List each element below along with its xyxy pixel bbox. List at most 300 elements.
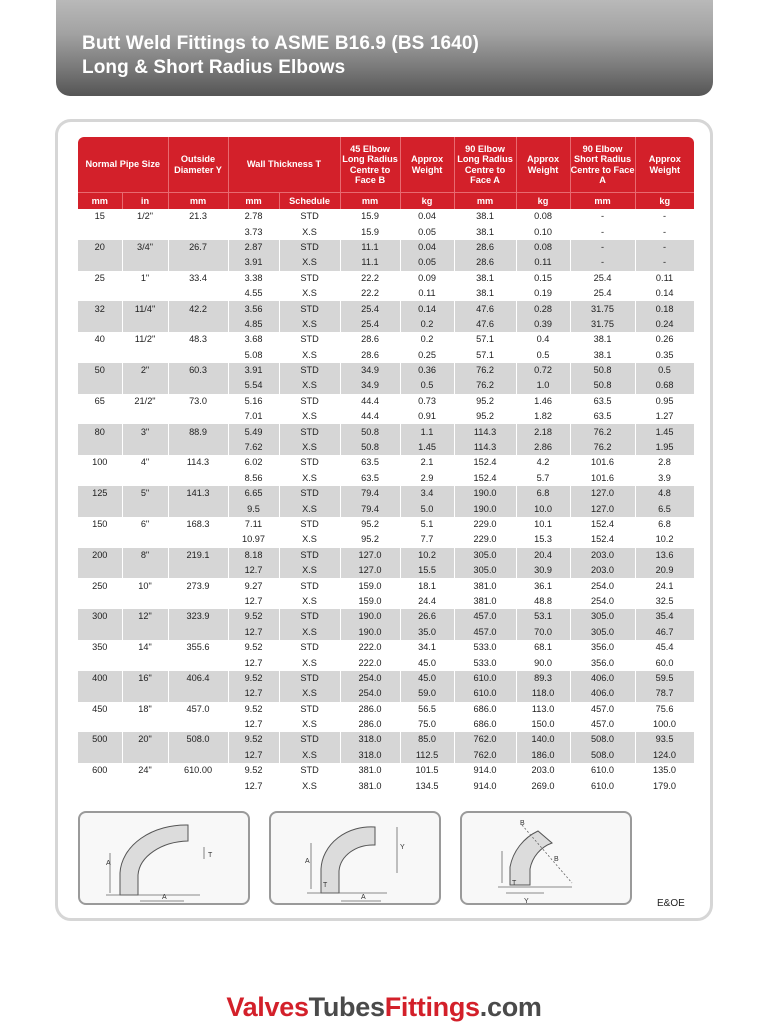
90-long-weight-cell: 2.18	[516, 424, 570, 439]
table-row	[78, 348, 694, 363]
size-in-cell: 2"	[122, 363, 168, 378]
dim-label: Y	[400, 844, 405, 851]
90-short-weight-cell: -	[635, 224, 694, 239]
outside-diameter-cell	[168, 348, 228, 363]
90-long-face-cell: 305.0	[454, 563, 516, 578]
90-long-face-cell: 114.3	[454, 424, 516, 439]
45-long-face-cell: 44.4	[340, 394, 400, 409]
header-nominal-size: Normal Pipe Size	[78, 137, 168, 193]
45-long-face-cell: 11.1	[340, 240, 400, 255]
size-in-cell	[122, 255, 168, 270]
table-row	[78, 424, 694, 439]
size-in-cell: 5"	[122, 486, 168, 501]
schedule-cell: X.S	[279, 532, 340, 547]
wall-thickness-cell: 12.7	[228, 655, 279, 670]
45-long-face-cell: 22.2	[340, 286, 400, 301]
size-mm-cell: 150	[78, 517, 122, 532]
size-mm-cell	[78, 317, 122, 332]
dim-label: T	[208, 852, 213, 859]
outside-diameter-cell: 219.1	[168, 548, 228, 563]
size-in-cell	[122, 717, 168, 732]
90-short-weight-cell: 0.24	[635, 317, 694, 332]
dim-label: Y	[524, 898, 529, 905]
table-row	[78, 778, 694, 793]
size-in-cell	[122, 409, 168, 424]
90-long-weight-cell: 1.82	[516, 409, 570, 424]
90-long-face-cell: 190.0	[454, 486, 516, 501]
90-short-face-cell: 457.0	[570, 717, 635, 732]
schedule-cell: X.S	[279, 748, 340, 763]
outside-diameter-cell: 73.0	[168, 394, 228, 409]
45-weight-cell: 0.2	[400, 332, 454, 347]
90-short-weight-cell: 13.6	[635, 548, 694, 563]
outside-diameter-cell	[168, 286, 228, 301]
schedule-cell: X.S	[279, 409, 340, 424]
schedule-cell: STD	[279, 394, 340, 409]
90-short-face-cell: 127.0	[570, 486, 635, 501]
table-row	[78, 317, 694, 332]
45-weight-cell: 1.45	[400, 440, 454, 455]
90-long-face-cell: 38.1	[454, 224, 516, 239]
90-short-face-cell: -	[570, 255, 635, 270]
header-90-elbow-long: 90 Elbow Long Radius Centre to Face A	[454, 137, 516, 193]
outside-diameter-cell: 323.9	[168, 609, 228, 624]
elbow-drawing-45-long	[462, 813, 634, 907]
size-mm-cell	[78, 686, 122, 701]
90-short-weight-cell: -	[635, 240, 694, 255]
size-in-cell: 3/4"	[122, 240, 168, 255]
45-long-face-cell: 222.0	[340, 655, 400, 670]
90-short-weight-cell: 0.95	[635, 394, 694, 409]
45-long-face-cell: 34.9	[340, 363, 400, 378]
90-long-face-cell: 38.1	[454, 271, 516, 286]
size-in-cell	[122, 378, 168, 393]
90-long-face-cell: 47.6	[454, 301, 516, 316]
90-long-weight-cell: 20.4	[516, 548, 570, 563]
90-long-face-cell: 914.0	[454, 763, 516, 778]
90-long-face-cell: 38.1	[454, 209, 516, 224]
45-long-face-cell: 254.0	[340, 686, 400, 701]
table-row	[78, 578, 694, 593]
90-short-weight-cell: 1.45	[635, 424, 694, 439]
90-long-weight-cell: 30.9	[516, 563, 570, 578]
45-weight-cell: 0.91	[400, 409, 454, 424]
90-short-face-cell: 152.4	[570, 532, 635, 547]
size-mm-cell: 400	[78, 671, 122, 686]
schedule-cell: X.S	[279, 594, 340, 609]
size-mm-cell: 65	[78, 394, 122, 409]
schedule-cell: STD	[279, 732, 340, 747]
size-mm-cell	[78, 717, 122, 732]
size-mm-cell: 50	[78, 363, 122, 378]
45-weight-cell: 75.0	[400, 717, 454, 732]
size-in-cell: 4"	[122, 455, 168, 470]
90-short-weight-cell: 4.8	[635, 486, 694, 501]
brand-part-tubes: Tubes	[308, 992, 385, 1022]
size-mm-cell	[78, 594, 122, 609]
90-long-face-cell: 457.0	[454, 625, 516, 640]
wall-thickness-cell: 5.54	[228, 378, 279, 393]
schedule-cell: STD	[279, 240, 340, 255]
wall-thickness-cell: 5.49	[228, 424, 279, 439]
90-long-face-cell: 762.0	[454, 748, 516, 763]
45-weight-cell: 3.4	[400, 486, 454, 501]
90-long-face-cell: 76.2	[454, 378, 516, 393]
90-short-face-cell: 101.6	[570, 471, 635, 486]
size-mm-cell: 40	[78, 332, 122, 347]
90-short-face-cell: 406.0	[570, 686, 635, 701]
table-row	[78, 763, 694, 778]
90-long-face-cell: 305.0	[454, 548, 516, 563]
45-weight-cell: 2.9	[400, 471, 454, 486]
table-row	[78, 332, 694, 347]
90-long-face-cell: 610.0	[454, 671, 516, 686]
wall-thickness-cell: 3.91	[228, 255, 279, 270]
45-weight-cell: 85.0	[400, 732, 454, 747]
size-in-cell: 11/4"	[122, 301, 168, 316]
90-long-weight-cell: 118.0	[516, 686, 570, 701]
outside-diameter-cell: 26.7	[168, 240, 228, 255]
45-long-face-cell: 79.4	[340, 501, 400, 516]
90-long-weight-cell: 5.7	[516, 471, 570, 486]
diagram-90-short-radius-elbow	[269, 811, 441, 905]
90-long-weight-cell: 4.2	[516, 455, 570, 470]
elbow-spec-table	[78, 137, 695, 794]
90-short-face-cell: 31.75	[570, 317, 635, 332]
90-long-face-cell: 152.4	[454, 471, 516, 486]
size-in-cell	[122, 778, 168, 793]
45-weight-cell: 34.1	[400, 640, 454, 655]
90-long-weight-cell: 10.0	[516, 501, 570, 516]
wall-thickness-cell: 7.01	[228, 409, 279, 424]
45-weight-cell: 0.73	[400, 394, 454, 409]
table-row	[78, 255, 694, 270]
table-row	[78, 517, 694, 532]
90-short-face-cell: 38.1	[570, 348, 635, 363]
90-long-weight-cell: 0.11	[516, 255, 570, 270]
90-short-weight-cell: -	[635, 209, 694, 224]
wall-thickness-cell: 3.91	[228, 363, 279, 378]
90-long-weight-cell: 0.39	[516, 317, 570, 332]
title-line-1: Butt Weld Fittings to ASME B16.9 (BS 1640)	[82, 33, 479, 54]
90-long-face-cell: 47.6	[454, 317, 516, 332]
size-mm-cell: 600	[78, 763, 122, 778]
wall-thickness-cell: 2.87	[228, 240, 279, 255]
90-long-weight-cell: 0.5	[516, 348, 570, 363]
90-long-face-cell: 28.6	[454, 240, 516, 255]
wall-thickness-cell: 5.16	[228, 394, 279, 409]
90-short-weight-cell: 32.5	[635, 594, 694, 609]
outside-diameter-cell	[168, 409, 228, 424]
schedule-cell: STD	[279, 548, 340, 563]
45-long-face-cell: 25.4	[340, 301, 400, 316]
wall-thickness-cell: 3.68	[228, 332, 279, 347]
table-row	[78, 594, 694, 609]
units-row	[78, 193, 694, 210]
wall-thickness-cell: 6.02	[228, 455, 279, 470]
90-long-weight-cell: 90.0	[516, 655, 570, 670]
90-short-weight-cell: 124.0	[635, 748, 694, 763]
90-long-face-cell: 686.0	[454, 702, 516, 717]
90-short-face-cell: 610.0	[570, 763, 635, 778]
45-long-face-cell: 15.9	[340, 209, 400, 224]
90-short-face-cell: 508.0	[570, 748, 635, 763]
90-short-weight-cell: 135.0	[635, 763, 694, 778]
45-weight-cell: 0.04	[400, 209, 454, 224]
size-mm-cell: 100	[78, 455, 122, 470]
45-long-face-cell: 381.0	[340, 763, 400, 778]
90-long-face-cell: 38.1	[454, 286, 516, 301]
wall-thickness-cell: 6.65	[228, 486, 279, 501]
90-short-weight-cell: 0.11	[635, 271, 694, 286]
90-short-face-cell: 76.2	[570, 440, 635, 455]
schedule-cell: X.S	[279, 286, 340, 301]
45-weight-cell: 0.25	[400, 348, 454, 363]
90-long-weight-cell: 89.3	[516, 671, 570, 686]
90-short-face-cell: 305.0	[570, 609, 635, 624]
header-90-elbow-short: 90 Elbow Short Radius Centre to Face A	[570, 137, 635, 193]
45-weight-cell: 7.7	[400, 532, 454, 547]
90-short-weight-cell: 20.9	[635, 563, 694, 578]
unit-cell: mm	[78, 193, 122, 210]
90-long-weight-cell: 1.0	[516, 378, 570, 393]
45-long-face-cell: 34.9	[340, 378, 400, 393]
schedule-cell: STD	[279, 363, 340, 378]
45-long-face-cell: 50.8	[340, 440, 400, 455]
size-mm-cell	[78, 563, 122, 578]
45-long-face-cell: 254.0	[340, 671, 400, 686]
90-short-weight-cell: 46.7	[635, 625, 694, 640]
90-short-weight-cell: 35.4	[635, 609, 694, 624]
45-weight-cell: 0.14	[400, 301, 454, 316]
schedule-cell: X.S	[279, 255, 340, 270]
outside-diameter-cell: 457.0	[168, 702, 228, 717]
90-long-weight-cell: 70.0	[516, 625, 570, 640]
schedule-cell: STD	[279, 763, 340, 778]
45-long-face-cell: 50.8	[340, 424, 400, 439]
outside-diameter-cell: 60.3	[168, 363, 228, 378]
90-long-face-cell: 610.0	[454, 686, 516, 701]
schedule-cell: X.S	[279, 317, 340, 332]
outside-diameter-cell: 508.0	[168, 732, 228, 747]
size-in-cell: 11/2"	[122, 332, 168, 347]
45-long-face-cell: 95.2	[340, 517, 400, 532]
size-mm-cell: 500	[78, 732, 122, 747]
90-long-weight-cell: 10.1	[516, 517, 570, 532]
wall-thickness-cell: 12.7	[228, 748, 279, 763]
90-long-weight-cell: 68.1	[516, 640, 570, 655]
schedule-cell: STD	[279, 578, 340, 593]
90-long-weight-cell: 0.08	[516, 209, 570, 224]
45-weight-cell: 0.5	[400, 378, 454, 393]
45-weight-cell: 59.0	[400, 686, 454, 701]
90-short-weight-cell: 1.27	[635, 409, 694, 424]
45-weight-cell: 56.5	[400, 702, 454, 717]
90-long-face-cell: 57.1	[454, 332, 516, 347]
brand-part-fittings: Fittings	[384, 992, 480, 1022]
90-long-weight-cell: 6.8	[516, 486, 570, 501]
90-short-weight-cell: 2.8	[635, 455, 694, 470]
45-weight-cell: 5.1	[400, 517, 454, 532]
header-approx-weight-2: Approx Weight	[516, 137, 570, 193]
size-in-cell	[122, 471, 168, 486]
45-long-face-cell: 44.4	[340, 409, 400, 424]
90-short-weight-cell: 100.0	[635, 717, 694, 732]
45-weight-cell: 112.5	[400, 748, 454, 763]
size-mm-cell	[78, 655, 122, 670]
90-short-face-cell: 101.6	[570, 455, 635, 470]
schedule-cell: STD	[279, 455, 340, 470]
unit-cell: kg	[516, 193, 570, 210]
wall-thickness-cell: 5.08	[228, 348, 279, 363]
wall-thickness-cell: 3.38	[228, 271, 279, 286]
90-long-weight-cell: 150.0	[516, 717, 570, 732]
size-mm-cell	[78, 440, 122, 455]
header-wall-thickness: Wall Thickness T	[228, 137, 340, 193]
size-in-cell	[122, 286, 168, 301]
wall-thickness-cell: 8.18	[228, 548, 279, 563]
wall-thickness-cell: 4.55	[228, 286, 279, 301]
size-in-cell: 16"	[122, 671, 168, 686]
45-weight-cell: 1.1	[400, 424, 454, 439]
schedule-cell: STD	[279, 640, 340, 655]
size-in-cell: 3"	[122, 424, 168, 439]
45-long-face-cell: 286.0	[340, 702, 400, 717]
90-short-face-cell: 76.2	[570, 424, 635, 439]
90-long-weight-cell: 15.3	[516, 532, 570, 547]
size-mm-cell: 200	[78, 548, 122, 563]
90-long-face-cell: 229.0	[454, 517, 516, 532]
90-long-weight-cell: 113.0	[516, 702, 570, 717]
size-mm-cell: 250	[78, 578, 122, 593]
outside-diameter-cell	[168, 563, 228, 578]
table-row	[78, 471, 694, 486]
dim-label: T	[512, 880, 517, 887]
table-row	[78, 625, 694, 640]
outside-diameter-cell: 88.9	[168, 424, 228, 439]
schedule-cell: STD	[279, 332, 340, 347]
90-short-weight-cell: 0.68	[635, 378, 694, 393]
size-in-cell: 1/2"	[122, 209, 168, 224]
90-short-weight-cell: 0.5	[635, 363, 694, 378]
outside-diameter-cell	[168, 378, 228, 393]
size-in-cell: 18"	[122, 702, 168, 717]
size-mm-cell: 20	[78, 240, 122, 255]
schedule-cell: STD	[279, 609, 340, 624]
90-short-face-cell: 152.4	[570, 517, 635, 532]
schedule-cell: STD	[279, 209, 340, 224]
schedule-cell: X.S	[279, 378, 340, 393]
schedule-cell: X.S	[279, 655, 340, 670]
schedule-cell: X.S	[279, 224, 340, 239]
90-long-weight-cell: 36.1	[516, 578, 570, 593]
diagram-90-long-radius-elbow	[78, 811, 250, 905]
table-row	[78, 532, 694, 547]
90-short-weight-cell: 0.18	[635, 301, 694, 316]
size-in-cell	[122, 224, 168, 239]
90-long-weight-cell: 186.0	[516, 748, 570, 763]
size-mm-cell	[78, 532, 122, 547]
90-long-face-cell: 229.0	[454, 532, 516, 547]
size-in-cell: 24"	[122, 763, 168, 778]
size-mm-cell: 80	[78, 424, 122, 439]
size-mm-cell	[78, 286, 122, 301]
90-short-weight-cell: 10.2	[635, 532, 694, 547]
45-weight-cell: 101.5	[400, 763, 454, 778]
table-row	[78, 732, 694, 747]
header-45-elbow-long: 45 Elbow Long Radius Centre to Face B	[340, 137, 400, 193]
90-short-face-cell: 305.0	[570, 625, 635, 640]
header-approx-weight-3: Approx Weight	[635, 137, 694, 193]
wall-thickness-cell: 12.7	[228, 594, 279, 609]
90-long-weight-cell: 0.10	[516, 224, 570, 239]
outside-diameter-cell	[168, 717, 228, 732]
90-long-face-cell: 686.0	[454, 717, 516, 732]
90-short-face-cell: 356.0	[570, 640, 635, 655]
table-row	[78, 748, 694, 763]
dim-label: A	[162, 894, 167, 901]
size-in-cell	[122, 686, 168, 701]
outside-diameter-cell	[168, 778, 228, 793]
90-long-face-cell: 533.0	[454, 655, 516, 670]
90-short-weight-cell: 78.7	[635, 686, 694, 701]
schedule-cell: X.S	[279, 686, 340, 701]
90-long-face-cell: 762.0	[454, 732, 516, 747]
45-long-face-cell: 25.4	[340, 317, 400, 332]
size-in-cell: 12"	[122, 609, 168, 624]
outside-diameter-cell: 21.3	[168, 209, 228, 224]
unit-cell: mm	[570, 193, 635, 210]
wall-thickness-cell: 9.5	[228, 501, 279, 516]
45-long-face-cell: 95.2	[340, 532, 400, 547]
90-short-face-cell: 63.5	[570, 394, 635, 409]
90-long-face-cell: 95.2	[454, 394, 516, 409]
size-mm-cell	[78, 748, 122, 763]
brand-logo[interactable]	[0, 992, 768, 1023]
unit-cell: mm	[454, 193, 516, 210]
unit-cell: kg	[635, 193, 694, 210]
size-mm-cell: 450	[78, 702, 122, 717]
90-short-weight-cell: 179.0	[635, 778, 694, 793]
wall-thickness-cell: 12.7	[228, 717, 279, 732]
45-weight-cell: 134.5	[400, 778, 454, 793]
wall-thickness-cell: 9.52	[228, 732, 279, 747]
90-short-face-cell: 38.1	[570, 332, 635, 347]
outside-diameter-cell: 42.2	[168, 301, 228, 316]
size-mm-cell	[78, 255, 122, 270]
90-short-face-cell: 63.5	[570, 409, 635, 424]
outside-diameter-cell: 141.3	[168, 486, 228, 501]
90-short-weight-cell: 1.95	[635, 440, 694, 455]
90-long-weight-cell: 48.8	[516, 594, 570, 609]
size-in-cell	[122, 440, 168, 455]
90-short-face-cell: -	[570, 240, 635, 255]
brand-part-valves: Valves	[226, 992, 309, 1022]
90-short-face-cell: 31.75	[570, 301, 635, 316]
schedule-cell: X.S	[279, 778, 340, 793]
90-long-weight-cell: 0.72	[516, 363, 570, 378]
90-long-face-cell: 114.3	[454, 440, 516, 455]
size-mm-cell: 350	[78, 640, 122, 655]
45-weight-cell: 0.05	[400, 224, 454, 239]
size-mm-cell: 25	[78, 271, 122, 286]
schedule-cell: STD	[279, 486, 340, 501]
size-in-cell	[122, 625, 168, 640]
90-long-face-cell: 76.2	[454, 363, 516, 378]
outside-diameter-cell: 48.3	[168, 332, 228, 347]
table-row	[78, 455, 694, 470]
90-short-face-cell: 127.0	[570, 501, 635, 516]
